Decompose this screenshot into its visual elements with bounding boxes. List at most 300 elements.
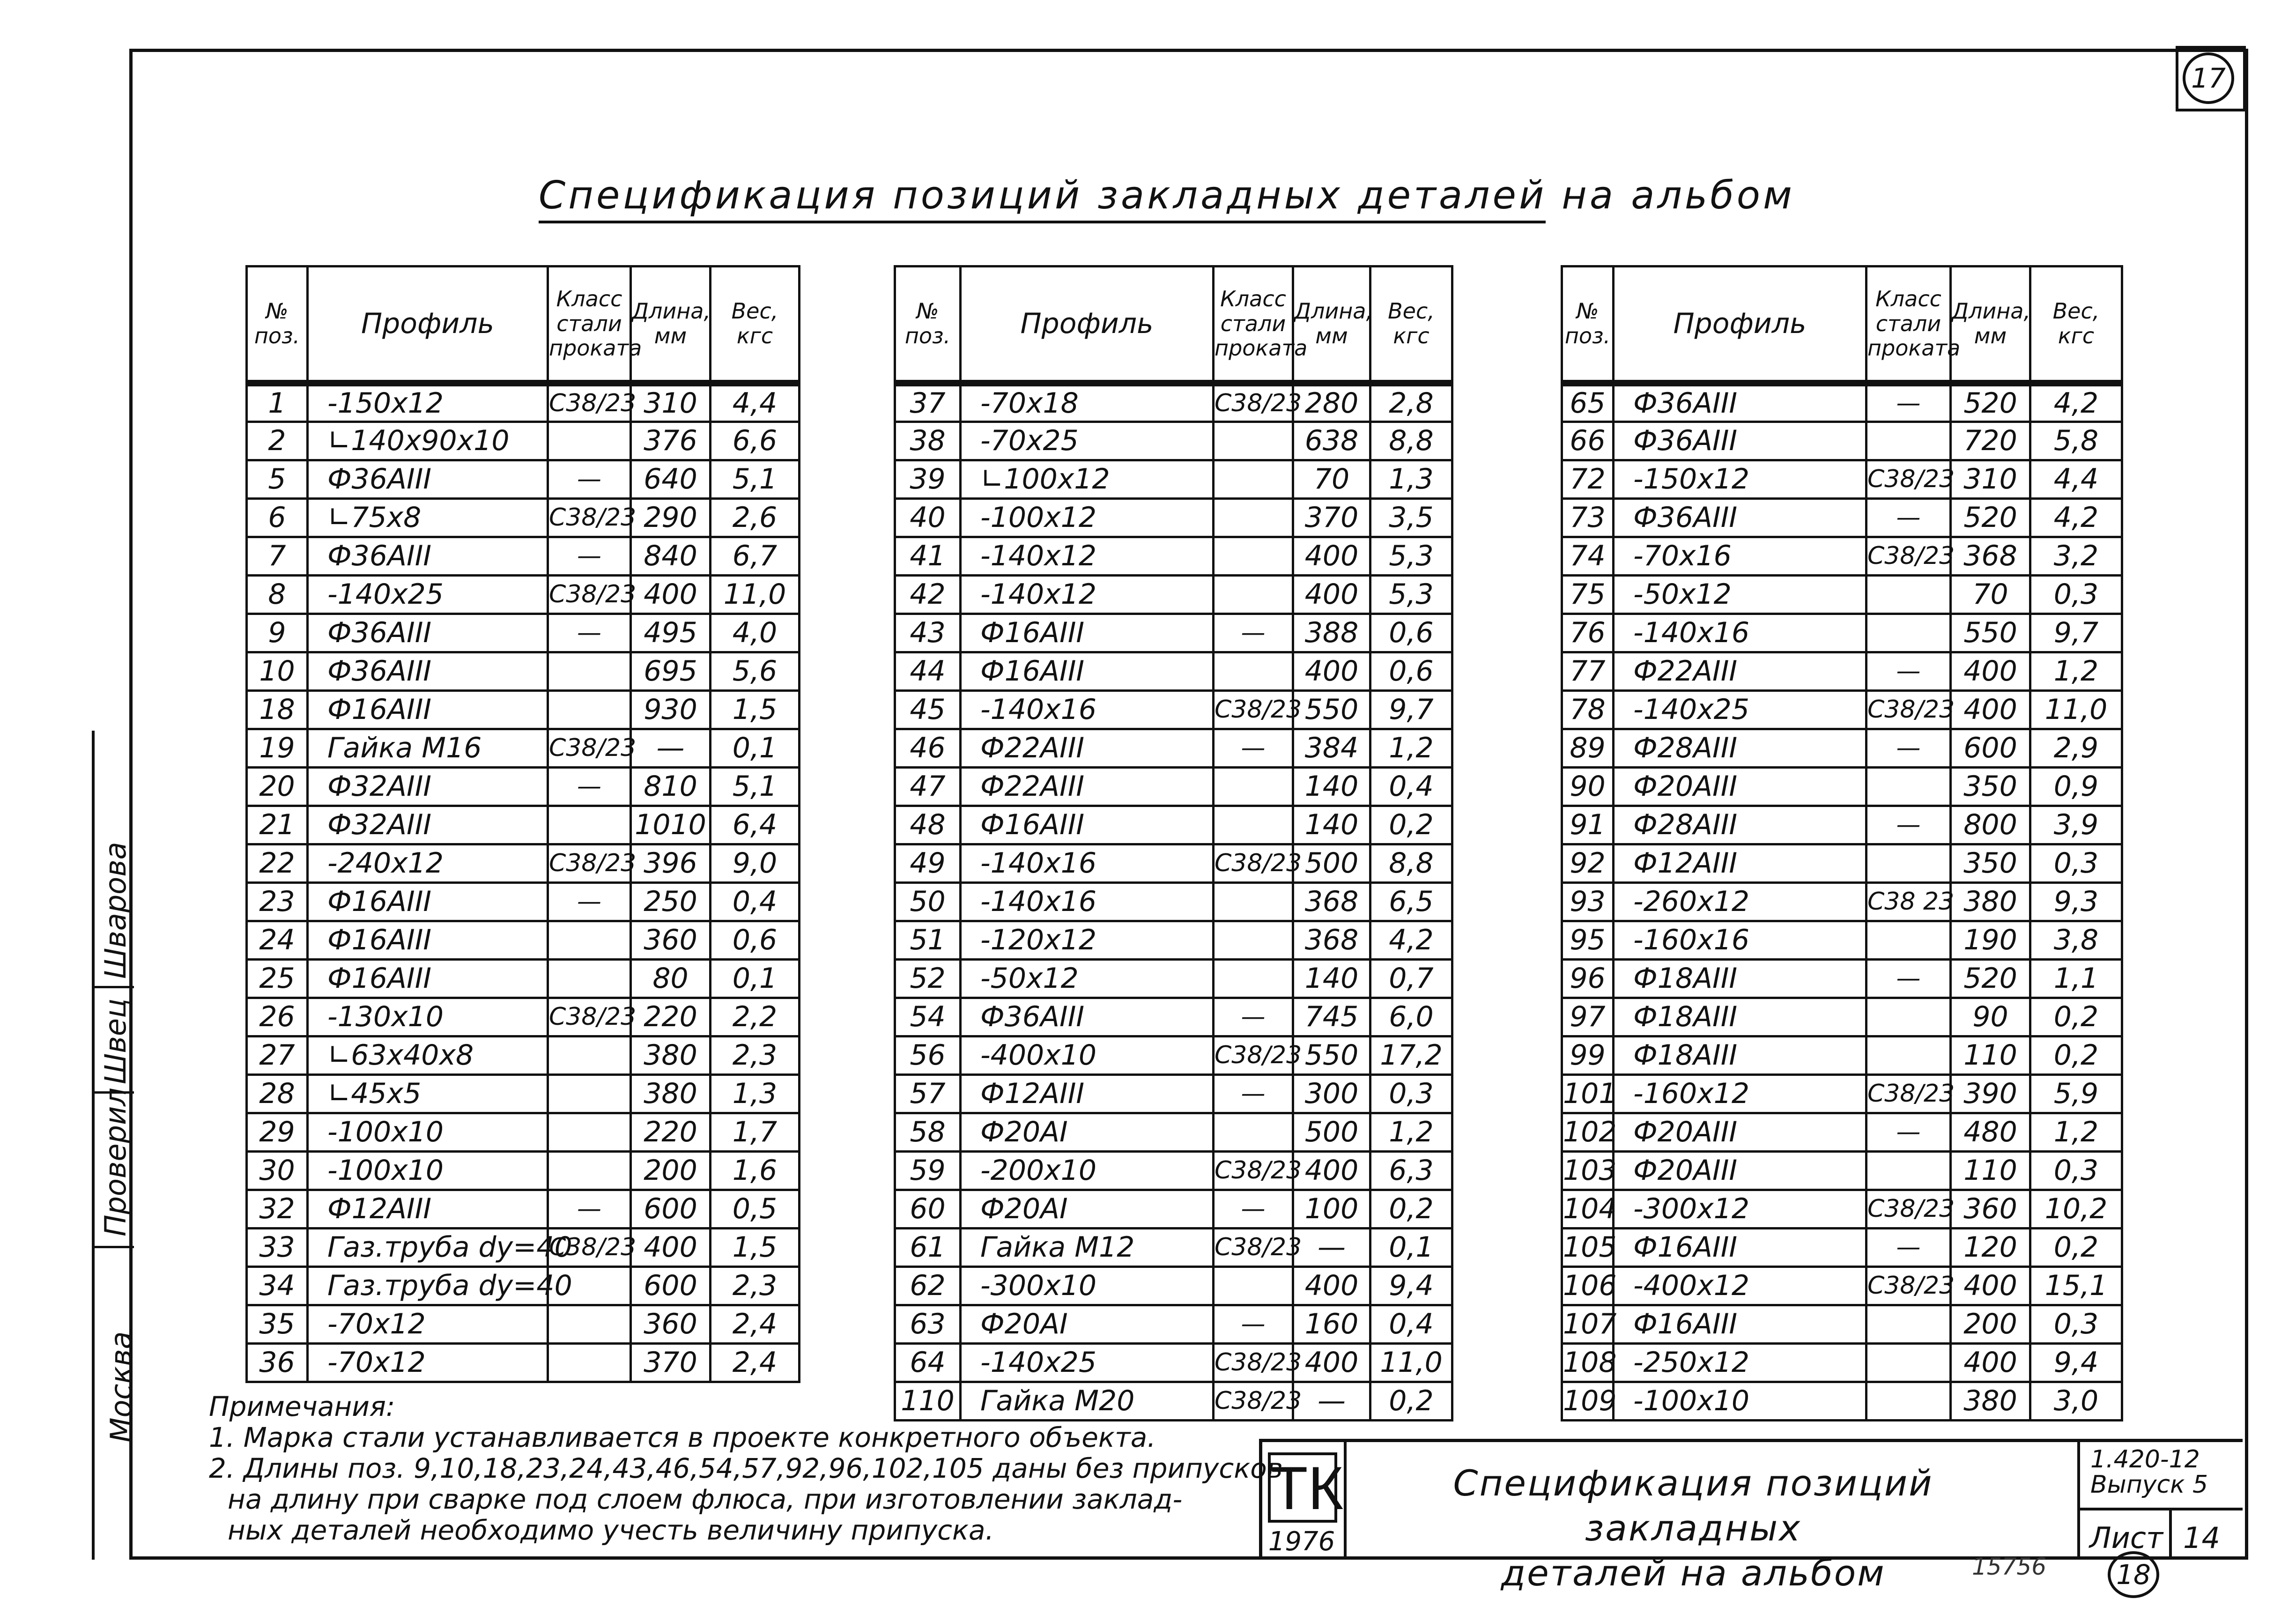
position-number: 65 [1562,383,1614,422]
profile-cell: Гайка М20 [961,1382,1214,1420]
weight-cell: 5,8 [2030,422,2122,460]
position-number: 56 [895,1036,961,1074]
profile-cell: ∟140x90x10 [308,422,548,460]
steel-class-cell: С38/23 [1214,383,1293,422]
steel-class-cell: С38/23 [1214,1036,1293,1074]
steel-class-cell: С38/23 [1214,1151,1293,1190]
table-row [1562,767,2122,806]
position-number: 99 [1562,1036,1614,1074]
header-no [1562,266,1614,384]
weight-cell: 1,1 [2030,959,2122,998]
profile-cell: Ф18АIII [1614,998,1866,1036]
weight-cell: 0,1 [711,959,800,998]
weight-cell: 6,6 [711,422,800,460]
table-row [247,998,800,1036]
header-line: № [266,298,289,324]
steel-class-cell: — [1214,1305,1293,1343]
steel-class-cell [1214,460,1293,498]
tk-logo: ТК [1268,1452,1337,1523]
weight-cell: 4,0 [711,614,800,652]
steel-class-cell [548,806,631,844]
table-row [247,614,800,652]
header-line: мм [1974,323,2007,348]
weight-cell: 5,6 [711,652,800,690]
steel-class-cell: — [1214,1190,1293,1228]
page-title: Спецификация позиций закладных деталей на альбом [539,173,1546,223]
profile-cell: -260x12 [1614,882,1866,921]
length-cell: 160 [1293,1305,1370,1343]
length-cell: 368 [1293,882,1370,921]
position-number: 45 [895,690,961,729]
steel-class-cell: С38/23 [548,844,631,882]
steel-class-cell [1214,1266,1293,1305]
table-row [1562,1266,2122,1305]
table-row [895,614,1452,652]
position-number: 75 [1562,575,1614,614]
steel-class-cell: С38 23 [1866,882,1951,921]
position-number: 30 [247,1151,308,1190]
length-cell: 220 [631,998,711,1036]
profile-cell: ∟75x8 [308,498,548,537]
title-block-line-2: деталей на альбом [1501,1552,1886,1594]
position-number: 108 [1562,1343,1614,1382]
steel-class-cell [1866,1036,1951,1074]
length-cell: 380 [631,1074,711,1113]
profile-cell: -100x10 [1614,1382,1866,1420]
length-cell: 376 [631,422,711,460]
notes-heading: Примечания: [209,1391,395,1422]
weight-cell: 5,1 [711,460,800,498]
weight-cell: 0,6 [711,921,800,959]
position-number: 97 [1562,998,1614,1036]
weight-cell: 0,2 [1370,1190,1452,1228]
profile-cell: Ф20АIII [1614,767,1866,806]
length-cell: 550 [1951,614,2030,652]
steel-class-cell [1866,921,1951,959]
weight-cell: 0,3 [2030,1151,2122,1190]
header-line: кгс [2058,323,2095,348]
table-row [895,1305,1452,1343]
profile-cell: Ф16АIII [961,652,1214,690]
profile-cell: -140x16 [1614,614,1866,652]
profile-cell: Ф36АIII [1614,422,1866,460]
weight-cell: 9,4 [2030,1343,2122,1382]
profile-cell: -150x12 [308,383,548,422]
position-number: 34 [247,1266,308,1305]
weight-cell: 2,9 [2030,729,2122,767]
steel-class-cell: С38/23 [548,575,631,614]
length-cell: 840 [631,537,711,575]
profile-cell: Ф22АIII [1614,652,1866,690]
length-cell: 480 [1951,1113,2030,1151]
position-number: 57 [895,1074,961,1113]
profile-cell: Ф36АIII [1614,498,1866,537]
table-row [895,460,1452,498]
position-number: 77 [1562,652,1614,690]
position-number: 42 [895,575,961,614]
steel-class-cell: — [548,460,631,498]
note-line: на длину при сварке под слоем флюса, при изготовлении заклад- [228,1483,1183,1515]
inventory-number: 15756 [1972,1553,2047,1580]
table-row [1562,575,2122,614]
position-number: 44 [895,652,961,690]
profile-cell: Ф20АIII [1614,1151,1866,1190]
table-row [247,537,800,575]
profile-cell: Ф32АIII [308,767,548,806]
profile-cell: Ф28АIII [1614,729,1866,767]
profile-cell: Газ.труба dу=40 [308,1228,548,1266]
steel-class-cell: С38/23 [1214,1343,1293,1382]
steel-class-cell: С38/23 [1866,690,1951,729]
length-cell: 520 [1951,383,2030,422]
position-number: 92 [1562,844,1614,882]
position-number: 33 [247,1228,308,1266]
profile-cell: Ф22АIII [961,729,1214,767]
weight-cell: 9,7 [1370,690,1452,729]
position-number: 105 [1562,1228,1614,1266]
length-cell: 400 [1293,575,1370,614]
position-number: 32 [247,1190,308,1228]
weight-cell: 0,2 [1370,1382,1452,1420]
length-cell: 368 [1951,537,2030,575]
steel-class-cell: — [548,614,631,652]
profile-cell: -140x16 [961,690,1214,729]
position-number: 5 [247,460,308,498]
weight-cell: 6,0 [1370,998,1452,1036]
profile-cell: -70x18 [961,383,1214,422]
steel-class-cell: С38/23 [1866,1266,1951,1305]
length-cell: 120 [1951,1228,2030,1266]
table-row [247,1113,800,1151]
table-row [895,959,1452,998]
table-row [1562,1190,2122,1228]
header-no [247,266,308,384]
position-number: 107 [1562,1305,1614,1343]
profile-cell: Ф32АIII [308,806,548,844]
table-row [1562,729,2122,767]
steel-class-cell [1214,422,1293,460]
steel-class-cell: С38/23 [1866,1190,1951,1228]
length-cell: 110 [1951,1151,2030,1190]
position-number: 23 [247,882,308,921]
steel-class-cell [1214,806,1293,844]
header-line: Класс [556,286,622,311]
side-stamp-label: Проверил [98,1088,133,1236]
steel-class-cell: — [1866,1228,1951,1266]
weight-cell: 6,7 [711,537,800,575]
weight-cell: 0,2 [2030,1228,2122,1266]
position-number: 8 [247,575,308,614]
side-stamp-divider [92,1246,134,1248]
steel-class-cell: С38/23 [1866,1074,1951,1113]
length-cell: 550 [1293,690,1370,729]
table-row [247,1305,800,1343]
profile-cell: -400x12 [1614,1266,1866,1305]
header-line: стали [1220,311,1286,336]
steel-class-cell [1866,998,1951,1036]
steel-class-cell [1866,575,1951,614]
weight-cell: 4,4 [2030,460,2122,498]
table-row [1562,1305,2122,1343]
length-cell: 400 [631,1228,711,1266]
position-number: 25 [247,959,308,998]
header-steel-class [548,266,642,384]
position-number: 41 [895,537,961,575]
position-number: 48 [895,806,961,844]
profile-cell: Ф36АIII [961,998,1214,1036]
table-row [247,498,800,537]
table-row [1562,614,2122,652]
position-number: 96 [1562,959,1614,998]
table-row [895,575,1452,614]
table-row [895,1190,1452,1228]
position-number: 95 [1562,921,1614,959]
weight-cell: 5,3 [1370,537,1452,575]
table-row [1562,882,2122,921]
weight-cell: 1,2 [2030,1113,2122,1151]
steel-class-cell [548,422,631,460]
position-number: 47 [895,767,961,806]
position-number: 27 [247,1036,308,1074]
length-cell: 930 [631,690,711,729]
weight-cell: 0,3 [2030,844,2122,882]
length-cell: 810 [631,767,711,806]
length-cell: 800 [1951,806,2030,844]
steel-class-cell [548,959,631,998]
profile-cell: ∟63x40x8 [308,1036,548,1074]
header-line: Вес, [2052,298,2100,324]
header-line: стали [1875,311,1941,336]
length-cell: 640 [631,460,711,498]
steel-class-cell: — [1214,729,1293,767]
table-row [247,1151,800,1190]
profile-cell: ∟45x5 [308,1074,548,1113]
weight-cell: 0,2 [2030,1036,2122,1074]
position-number: 90 [1562,767,1614,806]
weight-cell: 2,2 [711,998,800,1036]
table-row [895,690,1452,729]
table-row [895,729,1452,767]
steel-class-cell [1214,652,1293,690]
position-number: 60 [895,1190,961,1228]
profile-cell: Ф16АIII [1614,1305,1866,1343]
header-line: № [1576,298,1599,324]
length-cell: 310 [631,383,711,422]
steel-class-cell [1214,1113,1293,1151]
length-cell: 220 [631,1113,711,1151]
length-cell: 600 [1951,729,2030,767]
header-weight [1370,266,1452,384]
position-number: 93 [1562,882,1614,921]
profile-cell: -130x10 [308,998,548,1036]
position-number: 28 [247,1074,308,1113]
length-cell: 720 [1951,422,2030,460]
header-line: проката [1867,335,1961,361]
profile-cell: -160x12 [1614,1074,1866,1113]
position-number: 72 [1562,460,1614,498]
position-number: 50 [895,882,961,921]
header-steel-class [1866,266,1961,384]
table-row [1562,959,2122,998]
profile-cell: Ф16АIII [308,690,548,729]
length-cell: — [1293,1382,1370,1420]
weight-cell: 2,8 [1370,383,1452,422]
profile-cell: -50x12 [1614,575,1866,614]
issue-number: Выпуск 5 [2090,1471,2208,1499]
weight-cell: 4,4 [711,383,800,422]
header-line: поз. [1564,323,1611,348]
weight-cell: 9,0 [711,844,800,882]
position-number: 36 [247,1343,308,1382]
steel-class-cell: С38/23 [1214,1228,1293,1266]
header-line: кгс [1393,323,1429,348]
table-row [247,921,800,959]
position-number: 91 [1562,806,1614,844]
length-cell: 360 [631,1305,711,1343]
length-cell: 400 [1293,652,1370,690]
profile-cell: -250x12 [1614,1343,1866,1382]
profile-cell: -140x12 [961,537,1214,575]
header-line: Длина, [1294,298,1373,324]
table-row [1562,806,2122,844]
weight-cell: 0,1 [1370,1228,1452,1266]
table-row [895,844,1452,882]
header-line: Класс [1220,286,1286,311]
steel-class-cell [1214,498,1293,537]
position-number: 40 [895,498,961,537]
length-cell: 400 [1293,537,1370,575]
profile-cell: Ф12АIII [961,1074,1214,1113]
steel-class-cell: — [1866,652,1951,690]
profile-cell: Ф20АI [961,1190,1214,1228]
weight-cell: 1,5 [711,1228,800,1266]
profile-cell: -140x16 [961,844,1214,882]
length-cell: 520 [1951,959,2030,998]
weight-cell: 0,5 [711,1190,800,1228]
length-cell: 400 [1951,1266,2030,1305]
profile-cell: Ф36АIII [308,614,548,652]
header-profile: Профиль [961,266,1214,384]
position-number: 43 [895,614,961,652]
table-row [1562,690,2122,729]
length-cell: 400 [631,575,711,614]
table-row [895,921,1452,959]
position-number: 20 [247,767,308,806]
profile-cell: Ф20АI [961,1113,1214,1151]
sheet-label: Лист [2089,1521,2163,1555]
profile-cell: Ф36АIII [1614,383,1866,422]
header-line: проката [549,335,642,361]
length-cell: 370 [631,1343,711,1382]
table-row [247,1190,800,1228]
weight-cell: 0,3 [1370,1074,1452,1113]
position-number: 78 [1562,690,1614,729]
position-number: 58 [895,1113,961,1151]
header-line: мм [1315,323,1348,348]
header-line: кгс [736,323,773,348]
steel-class-cell: — [1866,729,1951,767]
table-row [895,806,1452,844]
position-number: 39 [895,460,961,498]
weight-cell: 0,3 [2030,575,2122,614]
length-cell: 500 [1293,1113,1370,1151]
steel-class-cell [548,1305,631,1343]
table-row [1562,1113,2122,1151]
table-row [247,1266,800,1305]
header-weight [711,266,800,384]
notes [209,1391,1283,1546]
header-line: стали [556,311,622,336]
weight-cell: 1,2 [1370,729,1452,767]
weight-cell: 2,6 [711,498,800,537]
length-cell: 70 [1951,575,2030,614]
steel-class-cell: С38/23 [1866,537,1951,575]
length-cell: 380 [1951,882,2030,921]
table-row [247,422,800,460]
steel-class-cell: — [1214,614,1293,652]
steel-class-cell: С38/23 [548,729,631,767]
profile-cell: -160x16 [1614,921,1866,959]
profile-cell: Ф16АIII [1614,1228,1866,1266]
profile-cell: -140x12 [961,575,1214,614]
weight-cell: 2,3 [711,1266,800,1305]
length-cell: 100 [1293,1190,1370,1228]
profile-cell: -300x12 [1614,1190,1866,1228]
position-number: 89 [1562,729,1614,767]
steel-class-cell [548,1036,631,1074]
profile-cell: Ф22АIII [961,767,1214,806]
position-number: 54 [895,998,961,1036]
profile-cell: -100x10 [308,1113,548,1151]
profile-cell: Ф18АIII [1614,959,1866,998]
steel-class-cell [548,1343,631,1382]
profile-cell: -70x16 [1614,537,1866,575]
length-cell: — [1293,1228,1370,1266]
table-row [247,690,800,729]
table-row [895,1266,1452,1305]
position-number: 64 [895,1343,961,1382]
title-block-meta [2077,1442,2243,1560]
sheet-divider [2169,1510,2172,1560]
steel-class-cell: С38/23 [1214,1382,1293,1420]
table-row [247,383,800,422]
length-cell: 80 [631,959,711,998]
position-number: 63 [895,1305,961,1343]
position-number: 6 [247,498,308,537]
steel-class-cell: — [1866,806,1951,844]
steel-class-cell [548,690,631,729]
profile-cell: Ф16АIII [308,921,548,959]
length-cell: 290 [631,498,711,537]
length-cell: 396 [631,844,711,882]
steel-class-cell [1866,1382,1951,1420]
steel-class-cell [1214,767,1293,806]
length-cell: 390 [1951,1074,2030,1113]
weight-cell: 0,7 [1370,959,1452,998]
table-row [895,1151,1452,1190]
series-code-number: 1.420-12 [2090,1445,2200,1473]
length-cell: 400 [1951,652,2030,690]
weight-cell: 3,2 [2030,537,2122,575]
table-row [1562,383,2122,422]
weight-cell: 1,5 [711,690,800,729]
length-cell: 745 [1293,998,1370,1036]
position-number: 26 [247,998,308,1036]
length-cell: 368 [1293,921,1370,959]
profile-cell: -70x12 [308,1305,548,1343]
table-row [247,1036,800,1074]
weight-cell: 10,2 [2030,1190,2122,1228]
